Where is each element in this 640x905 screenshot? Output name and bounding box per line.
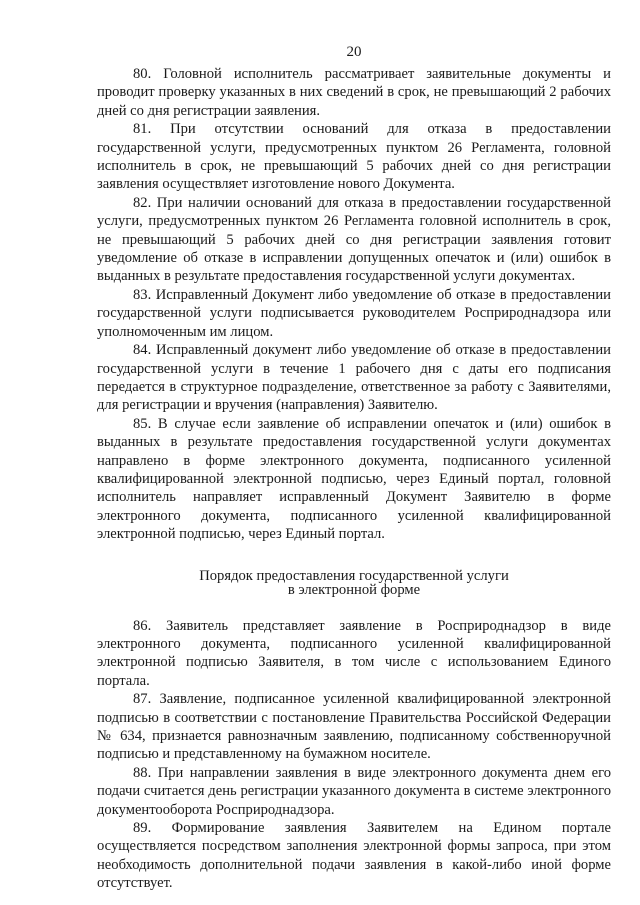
paragraph-80: 80. Головной исполнитель рассматривает заявительные документы и проводит проверку указанных в них сведений в срок, не превышающий 2 рабочих дней со дня регистрации заявления. bbox=[97, 66, 611, 119]
paragraph-89: 89. Формирование заявления Заявителем на Едином портале осуществляется посредством заполнения электронной формы запроса, при этом необходимость дополнительной подачи заявления в какой-либо иной форме отсутствует. bbox=[97, 820, 611, 892]
page-number: 20 bbox=[346, 44, 362, 60]
section-heading-line1: Порядок предоставления государственной услуги bbox=[199, 567, 509, 584]
paragraph-85: 85. В случае если заявление об исправлении опечаток и (или) ошибок в выданных в результате предоставления государственной услуги документах направлено в форме электронного документа, подписанного усиленной квалифицированной электронной подписью, через Единый портал, головной исполнитель направляет исправленный Документ Заявителю в форме электронного документа, подписанного усиленной квалифицированной электронной подписью, через Единый портал. bbox=[97, 415, 611, 543]
section-heading bbox=[97, 569, 611, 597]
paragraph-82: 82. При наличии оснований для отказа в предоставлении государственной услуги, предусмотренных пунктом 26 Регламента головной исполнитель в срок, не превышающий 5 рабочих дней со дня регистрации заявления готовит уведомление об отказе в исправлении допущенных опечаток и (или) ошибок в выданных в результате предоставления государственной услуги документах. bbox=[97, 194, 611, 285]
paragraph-84: 84. Исправленный документ либо уведомление об отказе в предоставлении государственной услуги в течение 1 рабочего дня с даты его подписания передается в структурное подразделение, ответственное за работу с Заявителями, для регистрации и вручения (направления) Заявителю. bbox=[97, 342, 611, 414]
paragraph-83: 83. Исправленный Документ либо уведомление об отказе в предоставлении государственной услуги подписывается руководителем Росприроднадзора или уполномоченным им лицом. bbox=[97, 286, 611, 340]
document-body bbox=[97, 65, 611, 893]
paragraph-86: 86. Заявитель представляет заявление в Росприроднадзор в виде электронного документа, подписанного усиленной квалифицированной электронной подписью Заявителя, в том числе с использованием Единого портала. bbox=[97, 617, 611, 689]
paragraph-81: 81. При отсутствии оснований для отказа в предоставлении государственной услуги, предусмотренных пунктом 26 Регламента, головной исполнитель в срок, не превышающий 5 рабочих дней со дня регистрации заявления осуществляет изготовление нового Документа. bbox=[97, 121, 611, 193]
paragraph-88: 88. При направлении заявления в виде электронного документа днем его подачи считается день регистрации указанного документа в системе электронного документооборота Росприроднадзора. bbox=[97, 764, 611, 818]
paragraph-87: 87. Заявление, подписанное усиленной квалифицированной электронной подписью в соответствии с постановление Правительства Российской Федерации № 634, признается равнозначным заявлению, подписанному собственноручной подписью и представленному на бумажном носителе. bbox=[97, 691, 611, 763]
section-heading-line2: в электронной форме bbox=[287, 581, 421, 598]
